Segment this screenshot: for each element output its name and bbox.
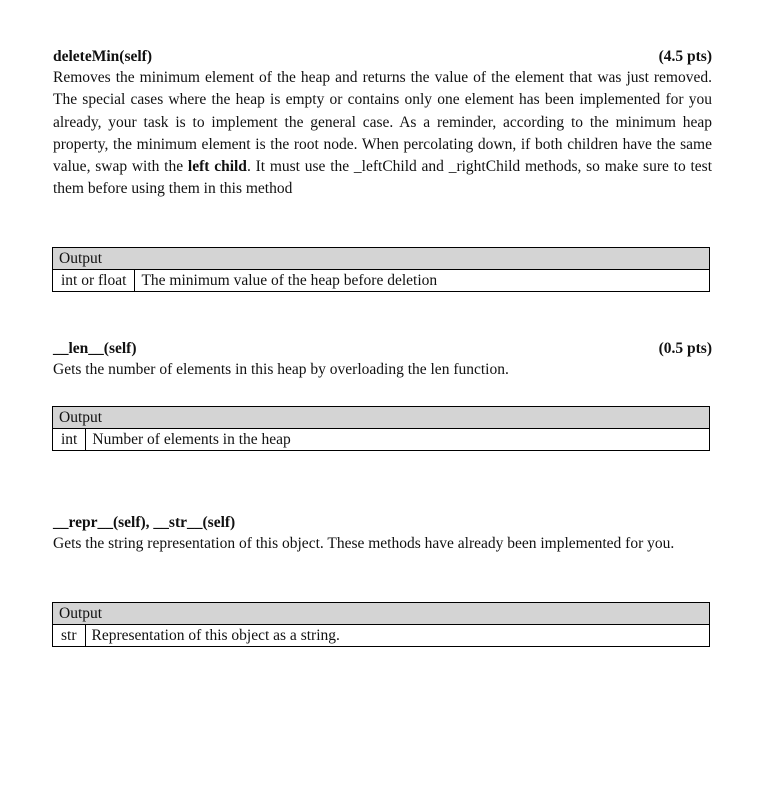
repr-str-description: Gets the string representation of this object. These methods have already been implemented for you. (53, 535, 675, 552)
deletemin-output-desc: The minimum value of the heap before deletion (135, 270, 710, 292)
len-description: Gets the number of elements in this heap by overloading the len function. (53, 361, 509, 378)
repr-str-output-table (52, 602, 710, 647)
len-output-desc: Number of elements in the heap (86, 429, 710, 451)
deletemin-desc-bold: left child (187, 158, 247, 176)
len-title: __len__(self) (53, 340, 137, 357)
deletemin-description (53, 67, 712, 201)
repr-str-output-type: str (53, 625, 86, 647)
repr-str-section (53, 513, 712, 555)
deletemin-output-header: Output (53, 248, 710, 270)
len-output-header-row (53, 407, 710, 429)
repr-str-output-header-row (53, 603, 710, 625)
len-output-header: Output (53, 407, 710, 429)
deletemin-title: deleteMin(self) (53, 48, 152, 65)
deletemin-section (53, 47, 712, 201)
deletemin-output-type: int or float (53, 270, 135, 292)
deletemin-output-table (52, 247, 710, 292)
len-points: (0.5 pts) (658, 340, 712, 357)
repr-str-output-row (53, 625, 710, 647)
deletemin-points: (4.5 pts) (658, 48, 712, 65)
deletemin-desc-part1: Removes the minimum element of the heap and returns the value of the element that was just removed. The special cases where the heap is empty or contains only one element has been implemented for you already, your task is to implement the general case. As a reminder, according to the minimum heap property, the minimum element is the root node. When percolating down, if both children have the same value, swap with the (53, 69, 712, 176)
len-output-type: int (53, 429, 86, 451)
len-output-row (53, 429, 710, 451)
repr-str-output-header: Output (53, 603, 710, 625)
repr-str-output-desc: Representation of this object as a string. (85, 625, 710, 647)
len-section (53, 339, 712, 381)
repr-str-title: __repr__(self), __str__(self) (53, 514, 236, 531)
deletemin-heading (53, 47, 712, 67)
repr-str-heading (53, 513, 712, 533)
deletemin-output-row (53, 270, 710, 292)
deletemin-desc-part2: . It must use the _leftChild and _rightChild methods, so make sure to test them before using them in this method (53, 158, 712, 198)
deletemin-output-header-row (53, 248, 710, 270)
len-output-table (52, 406, 710, 451)
len-heading (53, 339, 712, 359)
